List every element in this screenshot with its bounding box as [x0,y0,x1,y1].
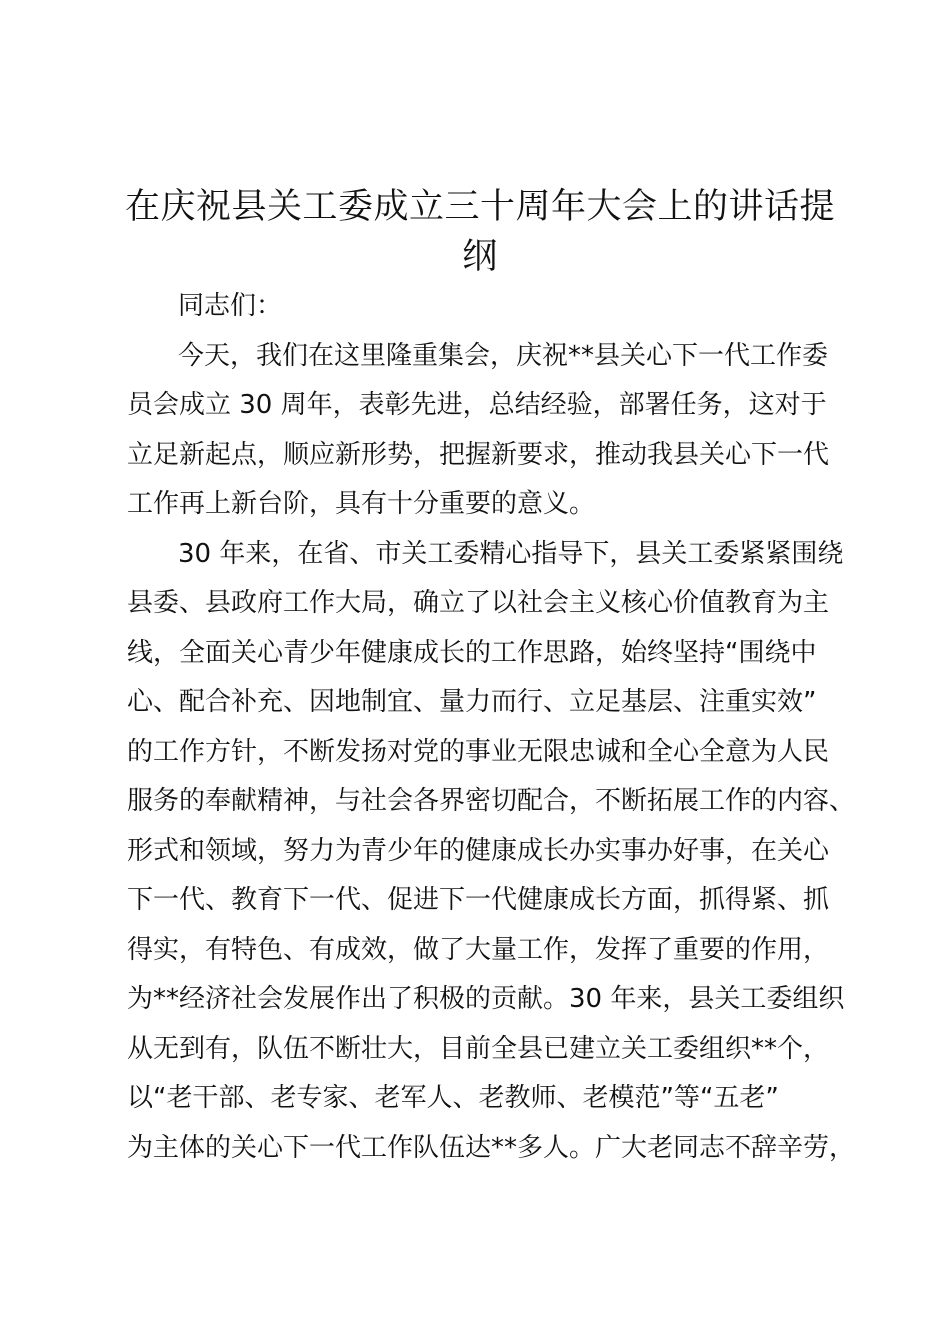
paragraph-2-line: 从无到有，队伍不断壮大，目前全县已建立关工委组织**个， [127,1033,830,1064]
salutation: 同志们： [178,291,283,321]
paragraph-2-line: 以“老干部、老专家、老军人、老教师、老模范”等“五老” [127,1083,779,1113]
title-line: 纲 [462,237,498,277]
paragraph-1-line: 员会成立 30 周年，表彰先进，总结经验，部署任务，这对于 [127,390,827,420]
paragraph-2-line: 线，全面关心青少年健康成长的工作思路，始终坚持“围绕中 [127,637,817,668]
paragraph-1-line: 立足新起点，顺应新形势，把握新要求，推动我县关心下一代 [127,439,830,470]
paragraph-2-line: 心、配合补充、因地制宜、量力而行、立足基层、注重实效” [127,687,817,717]
paragraph-2-line: 为主体的关心下一代工作队伍达**多人。广大老同志不辞辛劳， [127,1132,856,1163]
paragraph-2-line: 为**经济社会发展作出了积极的贡献。30 年来，县关工委组织 [127,984,845,1014]
paragraph-1-line: 工作再上新台阶，具有十分重要的意义。 [127,489,596,519]
paragraph-2-line: 得实，有特色、有成效，做了大量工作，发挥了重要的作用， [127,934,830,965]
paragraph-2-line: 的工作方针，不断发扬对党的事业无限忠诚和全心全意为人民 [127,736,830,767]
document-title [110,182,850,282]
paragraph-2-line: 下一代、教育下一代、促进下一代健康成长方面，抓得紧、抓 [127,885,830,915]
title-line: 在庆祝县关工委成立三十周年大会上的讲话提 [124,187,835,227]
paragraph-2-line: 服务的奉献精神，与社会各界密切配合，不断拓展工作的内容、 [127,786,856,816]
paragraph-1-line: 今天，我们在这里隆重集会，庆祝**县关心下一代工作委 [178,340,829,371]
paragraph-2-line: 形式和领域，努力为青少年的健康成长办实事办好事，在关心 [127,835,830,866]
paragraph-2-line: 30 年来，在省、市关工委精心指导下，县关工委紧紧围绕 [178,538,844,569]
paragraph-2-line: 县委、县政府工作大局，确立了以社会主义核心价值教育为主 [127,588,830,618]
document-body [127,282,856,1173]
